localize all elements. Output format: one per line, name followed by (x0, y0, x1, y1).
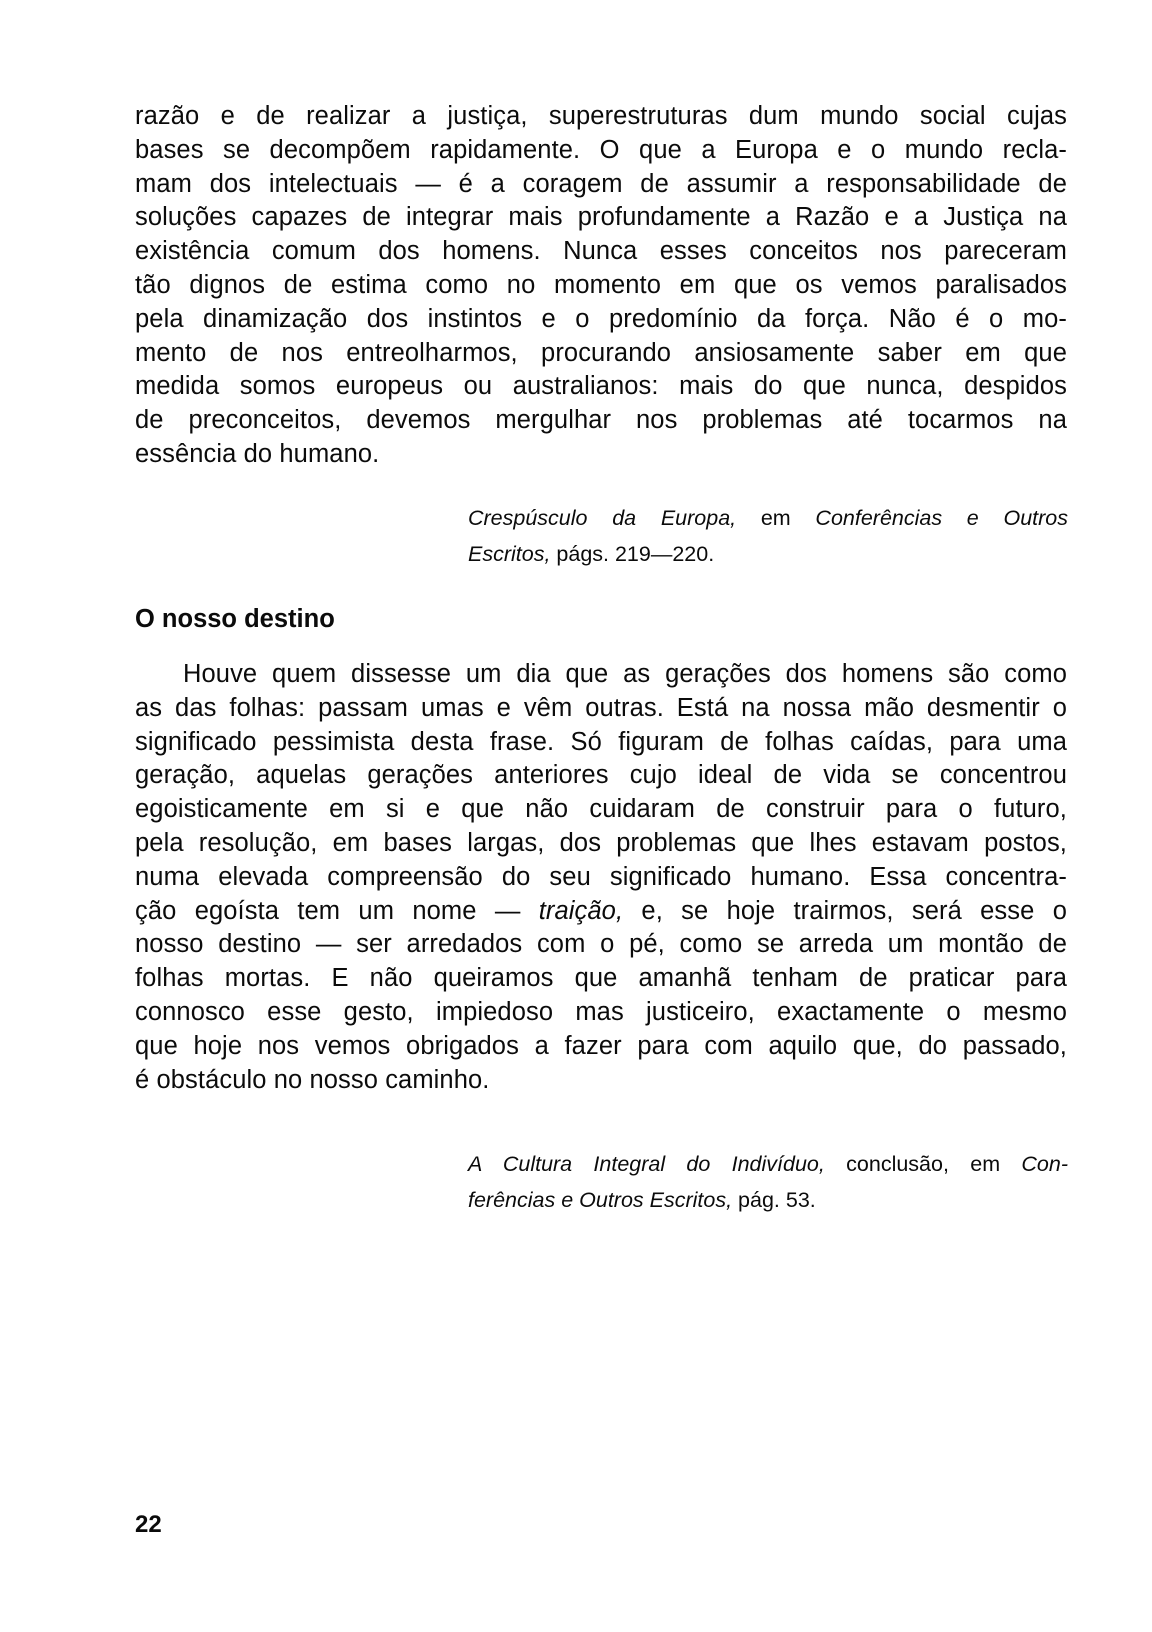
text-segment: ção egoísta tem um nome — (135, 896, 539, 925)
page-number: 22 (135, 1511, 162, 1538)
text-line (135, 895, 1067, 929)
text-line: tão dignos de estima como no momento em que os vemos paralisados (135, 270, 1067, 299)
section-heading: O nosso destino (135, 605, 335, 633)
text-line: é obstáculo no nosso caminho. (135, 1065, 490, 1094)
text-line: que hoje nos vemos obrigados a fazer para com aquilo que, do passado, (135, 1031, 1067, 1060)
citation-book: Con- (1021, 1152, 1069, 1176)
text-line: pela dinamização dos instintos e o predomínio da força. Não é o mo- (135, 304, 1067, 333)
text-line: as das folhas: passam umas e vêm outras. Está na nossa mão desmentir o (135, 693, 1067, 722)
text-line: medida somos europeus ou australianos: mais do que nunca, despidos (135, 372, 1067, 401)
citation-pages: págs. 219—220. (550, 542, 715, 566)
text-line: soluções capazes de integrar mais profundamente a Razão e a Justiça na (135, 203, 1067, 232)
citation-connector: conclusão, em (824, 1152, 1022, 1176)
text-line: nosso destino — ser arredados com o pé, como se arreda um montão de (135, 930, 1067, 959)
emphasis-word: traição, (538, 896, 624, 925)
text-line: folhas mortas. E não queiramos que amanhã tenham de praticar para (135, 964, 1067, 993)
citation-line (468, 536, 1068, 572)
text-line: de preconceitos, devemos mergulhar nos problemas até tocarmos na (135, 406, 1067, 435)
text-line: pela resolução, em bases largas, dos problemas que lhes estavam postos, (135, 828, 1067, 857)
text-line: geração, aquelas gerações anteriores cujo ideal de vida se concentrou (135, 761, 1067, 790)
citation-title: Crespúsculo da Europa, (468, 506, 737, 530)
text-line: razão e de realizar a justiça, superestruturas dum mundo social cujas (135, 102, 1067, 130)
citation-book-continued: Escritos, (468, 542, 551, 566)
text-segment: e, se hoje trairmos, será esse o (623, 896, 1067, 925)
text-line: Houve quem dissesse um dia que as gerações dos homens são como (183, 660, 1067, 688)
text-line: existência comum dos homens. Nunca esses conceitos nos pareceram (135, 237, 1067, 266)
text-line: numa elevada compreensão do seu significado humano. Essa concentra- (135, 862, 1067, 891)
text-line: significado pessimista desta frase. Só figuram de folhas caídas, para uma (135, 727, 1067, 756)
citation-line (468, 1146, 1068, 1182)
paragraph-destino (135, 658, 1067, 1097)
text-line: mam dos intelectuais — é a coragem de assumir a responsabilidade de (135, 169, 1067, 198)
citation-line (468, 1182, 1068, 1218)
citation-connector: em (736, 506, 816, 530)
citation-pages: pág. 53. (732, 1188, 816, 1212)
citation-title: A Cultura Integral do Indivíduo, (468, 1152, 825, 1176)
source-citation-1 (468, 500, 1068, 572)
citation-book: Conferências e Outros (815, 506, 1068, 530)
text-line: essência do humano. (135, 439, 380, 468)
text-line: mento de nos entreolharmos, procurando ansiosamente saber em que (135, 338, 1067, 367)
citation-line (468, 500, 1068, 536)
citation-book-continued: ferências e Outros Escritos, (468, 1188, 733, 1212)
source-citation-2 (468, 1146, 1068, 1218)
text-line: bases se decompõem rapidamente. O que a Europa e o mundo recla- (135, 135, 1067, 164)
paragraph-continuation (135, 100, 1067, 472)
text-line: connosco esse gesto, impiedoso mas justiceiro, exactamente o mesmo (135, 997, 1067, 1026)
text-line: egoisticamente em si e que não cuidaram de construir para o futuro, (135, 795, 1067, 824)
